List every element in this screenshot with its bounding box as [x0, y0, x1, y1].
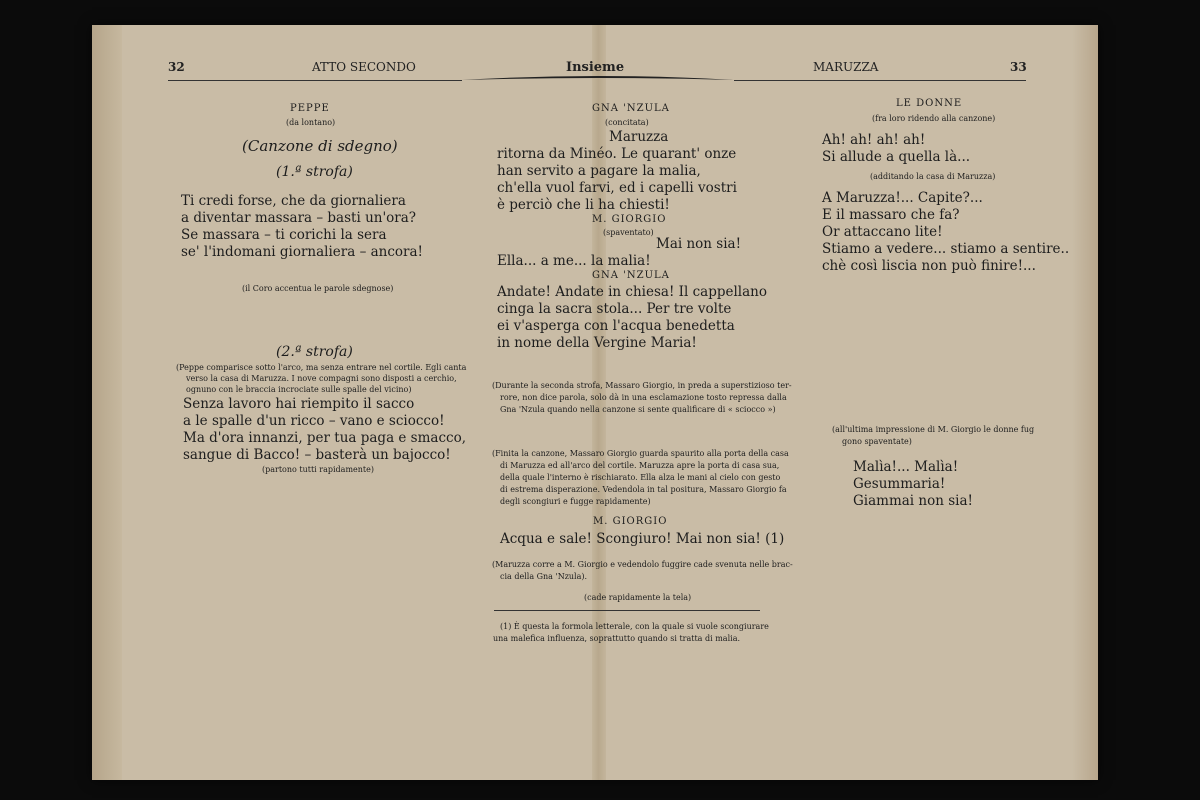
right-direction1: (additando la casa di Maruzza) [870, 172, 996, 181]
strofa2-direction-1: (Peppe comparisce sotto l'arco, ma senza entrare nel cortile. Egli canta [176, 363, 467, 372]
left-speaker-peppe: PEPPE [290, 103, 330, 114]
center-line1-4: è perciò che li ha chiesti! [497, 197, 670, 213]
right-line1-2: Si allude a quella là... [822, 149, 971, 165]
center-speaker-m-giorgio-1: M. GIORGIO [592, 214, 667, 225]
right-line2-1: A Maruzza!... Capite?... [822, 190, 983, 206]
center-line3-3: ei v'asperga con l'acqua benedetta [497, 318, 735, 334]
left-page-edge [92, 25, 122, 780]
right-running-title: MARUZZA [813, 60, 879, 74]
strofa2-direction-3: ognuno con le braccia incrociate sulle spalle del vicino) [186, 385, 412, 394]
center-speaker-gna-nzula-1: GNA 'NZULA [592, 103, 670, 114]
exit-direction: (partono tutti rapidamente) [262, 465, 374, 474]
center-speaker-gna-nzula-2: GNA 'NZULA [592, 270, 670, 281]
book-gutter [592, 25, 606, 780]
strofa1-line-3: Se massara – ti corichi la sera [181, 227, 387, 243]
center-direction2-2: di Maruzza ed all'arco del cortile. Maruzza apre la porta di casa sua, [500, 461, 780, 470]
strofa1-line-4: se' l'indomani giornaliera – ancora! [181, 244, 423, 260]
center-line2b: Ella... a me... la malia! [497, 253, 651, 269]
center-line1-1: ritorna da Minéo. Le quarant' onze [497, 146, 737, 162]
header-rule-right [734, 80, 1026, 81]
center-direction2-5: degli scongiuri e fugge rapidamente) [500, 497, 651, 506]
right-direction2-2: gono spaventate) [842, 437, 912, 446]
center-line1-2: han servito a pagare la malia, [497, 163, 701, 179]
strofa2-direction-2: verso la casa di Maruzza. I nove compagni sono disposti a cerchio, [186, 374, 457, 383]
right-line2-5: chè così liscia non può finire!... [822, 258, 1036, 274]
right-speaker-direction: (fra loro ridendo alla canzone) [872, 114, 996, 123]
right-line2-2: E il massaro che fa? [822, 207, 960, 223]
center-direction1-2: rore, non dice parola, solo dà in una esclamazione tosto repressa dalla [500, 393, 787, 402]
left-running-title: ATTO SECONDO [312, 60, 416, 74]
center-line4: Acqua e sale! Scongiuro! Mai non sia! (1) [500, 531, 785, 547]
strofa2-line-2: a le spalle d'un ricco – vano e sciocco! [183, 413, 445, 429]
center-speaker2-direction: (spaventato) [603, 228, 654, 237]
strofa1-line-2: a diventar massara – basti un'ora? [181, 210, 417, 226]
footnote-rule [494, 610, 760, 611]
center-direction2-1: (Finita la canzone, Massaro Giorgio guarda spaurito alla porta della casa [492, 449, 789, 458]
right-line3-3: Giammai non sia! [853, 493, 973, 509]
center-direction1-3: Gna 'Nzula quando nella canzone si sente qualificare di « sciocco ») [500, 405, 776, 414]
left-page-number: 32 [168, 60, 185, 74]
center-direction2-3: della quale l'interno è rischiarato. Ella alza le mani al cielo con gesto [500, 473, 781, 482]
right-page-number: 33 [1010, 60, 1027, 74]
center-speaker-m-giorgio-2: M. GIORGIO [593, 516, 668, 527]
strofa2-line-1: Senza lavoro hai riempito il sacco [183, 396, 415, 412]
strofa2-line-4: sangue di Bacco! – basterà un bajocco! [183, 447, 451, 463]
strofa2-label: (2.ª strofa) [276, 344, 353, 360]
footnote-line-2: una malefica influenza, soprattutto quando si tratta di malia. [493, 634, 740, 643]
footnote-line-1: (1) È questa la formola letterale, con la quale si vuole scongiurare [500, 622, 769, 631]
right-line2-3: Or attaccano lite! [822, 224, 943, 240]
center-line1-3: ch'ella vuol farvi, ed i capelli vostri [497, 180, 737, 196]
choir-direction: (il Coro accentua le parole sdegnose) [242, 284, 394, 293]
center-line3-4: in nome della Vergine Maria! [497, 335, 697, 351]
song-title: (Canzone di sdegno) [242, 137, 398, 155]
center-direction1-1: (Durante la seconda strofa, Massaro Giorgio, in preda a superstizioso ter- [492, 381, 792, 390]
header-ornament [462, 72, 734, 86]
center-speaker1-direction: (concitata) [605, 118, 649, 127]
center-line2a: Mai non sia! [656, 236, 742, 252]
left-speaker-direction: (da lontano) [286, 118, 336, 127]
right-direction2-1: (all'ultima impressione di M. Giorgio le donne fug [832, 425, 1035, 434]
right-line3-2: Gesummaria! [853, 476, 946, 492]
center-direction3-1: (Maruzza corre a M. Giorgio e vedendolo fuggire cade svenuta nelle brac- [492, 560, 793, 569]
right-page-edge [1072, 25, 1098, 780]
center-direction3-2: cia della Gna 'Nzula). [500, 572, 588, 581]
right-line1-1: Ah! ah! ah! ah! [822, 132, 926, 148]
strofa2-line-3: Ma d'ora innanzi, per tua paga e smacco, [183, 430, 467, 446]
right-speaker-le-donne: LE DONNE [896, 98, 963, 109]
header-rule-left [168, 80, 462, 81]
center-line3-2: cinga la sacra stola... Per tre volte [497, 301, 732, 317]
strofa1-line-1: Ti credi forse, che da giornaliera [181, 193, 406, 209]
center-exclaim-maruzza: Maruzza [609, 129, 669, 145]
center-direction2-4: di estrema disperazione. Vedendola in tal positura, Massaro Giorgio fa [500, 485, 787, 494]
strofa1-label: (1.ª strofa) [276, 164, 353, 180]
center-title: Insieme [566, 60, 625, 75]
right-line3-1: Malìa!... Malìa! [853, 459, 959, 475]
center-line3-1: Andate! Andate in chiesa! Il cappellano [497, 284, 767, 300]
right-line2-4: Stiamo a vedere... stiamo a sentire.. [822, 241, 1070, 257]
curtain-direction: (cade rapidamente la tela) [584, 593, 692, 602]
